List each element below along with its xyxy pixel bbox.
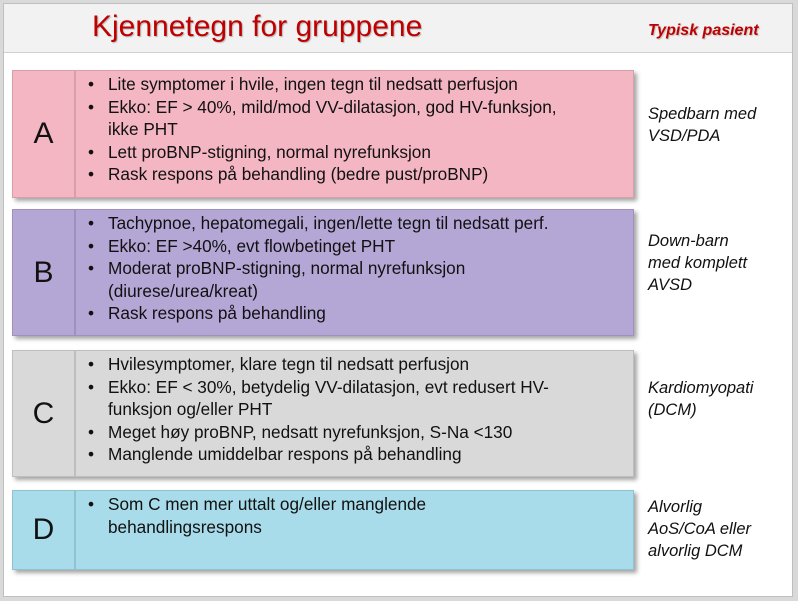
group-a-bullet-1: • Lite symptomer i hvile, ingen tegn til nedsatt perfusjon <box>82 73 627 96</box>
header-band <box>4 4 792 53</box>
group-a-bullet-2-continuation: ikke PHT <box>108 119 178 139</box>
group-b-bullet-1: • Tachypnoe, hepatomegali, ingen/lette tegn til nedsatt perf. <box>82 212 627 235</box>
group-a-typical-patient: Spedbarn med VSD/PDA <box>648 105 757 145</box>
group-c-bullet-3: • Meget høy proBNP, nedsatt nyrefunksjon, S-Na <130 <box>82 421 627 444</box>
group-a-bullet-2-text: Ekko: EF > 40%, mild/mod VV-dilatasjon, god HV-funksjon, <box>108 96 557 117</box>
group-b-row <box>12 209 634 336</box>
group-c-typical-patient: Kardiomyopati (DCM) <box>648 379 754 419</box>
group-c-bullet-2-continuation: funksjon og/eller PHT <box>108 399 273 419</box>
slide-title: Kjennetegn for gruppene <box>92 10 423 43</box>
typical-patient-header: Typisk pasient <box>648 22 759 39</box>
group-d-letter: D <box>12 490 75 570</box>
group-d-bullet-1-continuation: behandlingsrespons <box>108 516 262 537</box>
group-c-letter: C <box>12 350 75 477</box>
group-b-bullet-3 <box>82 257 627 302</box>
group-c-bullet-4: • Manglende umiddelbar respons på behandling <box>82 443 627 466</box>
group-d-bullet-1-text: Som C men mer uttalt og/eller manglende <box>108 494 427 514</box>
group-c-characteristics <box>75 350 634 477</box>
group-b-bullet-2: • Ekko: EF >40%, evt flowbetinget PHT <box>82 235 627 258</box>
group-a-characteristics <box>75 70 634 198</box>
group-a-bullet-4: • Rask respons på behandling (bedre pust/proBNP) <box>82 163 627 186</box>
group-a-row <box>12 70 634 198</box>
group-a-bullet-3: • Lett proBNP-stigning, normal nyrefunksjon <box>82 141 627 164</box>
group-b-bullet-3-text: Moderat proBNP-stigning, normal nyrefunksjon <box>108 258 466 278</box>
group-b-bullet-4: • Rask respons på behandling <box>82 302 627 325</box>
group-c-bullet-1: • Hvilesymptomer, klare tegn til nedsatt perfusjon <box>82 353 627 376</box>
group-d-bullet-1 <box>82 493 627 538</box>
slide <box>3 3 793 597</box>
group-b-characteristics <box>75 209 634 336</box>
group-c-bullet-2 <box>82 376 627 421</box>
group-a-letter: A <box>12 70 75 198</box>
group-a-bullet-2 <box>82 96 627 141</box>
group-c-row <box>12 350 634 477</box>
group-d-characteristics <box>75 490 634 570</box>
group-b-typical-patient: Down-barn med komplett AVSD <box>648 232 748 294</box>
group-d-typical-patient: Alvorlig AoS/CoA eller alvorlig DCM <box>648 498 752 560</box>
group-b-letter: B <box>12 209 75 336</box>
group-d-row <box>12 490 634 570</box>
group-c-bullet-2-text: Ekko: EF < 30%, betydelig VV-dilatasjon, evt redusert HV- <box>108 376 549 397</box>
group-b-bullet-3-continuation: (diurese/urea/kreat) <box>108 280 258 301</box>
